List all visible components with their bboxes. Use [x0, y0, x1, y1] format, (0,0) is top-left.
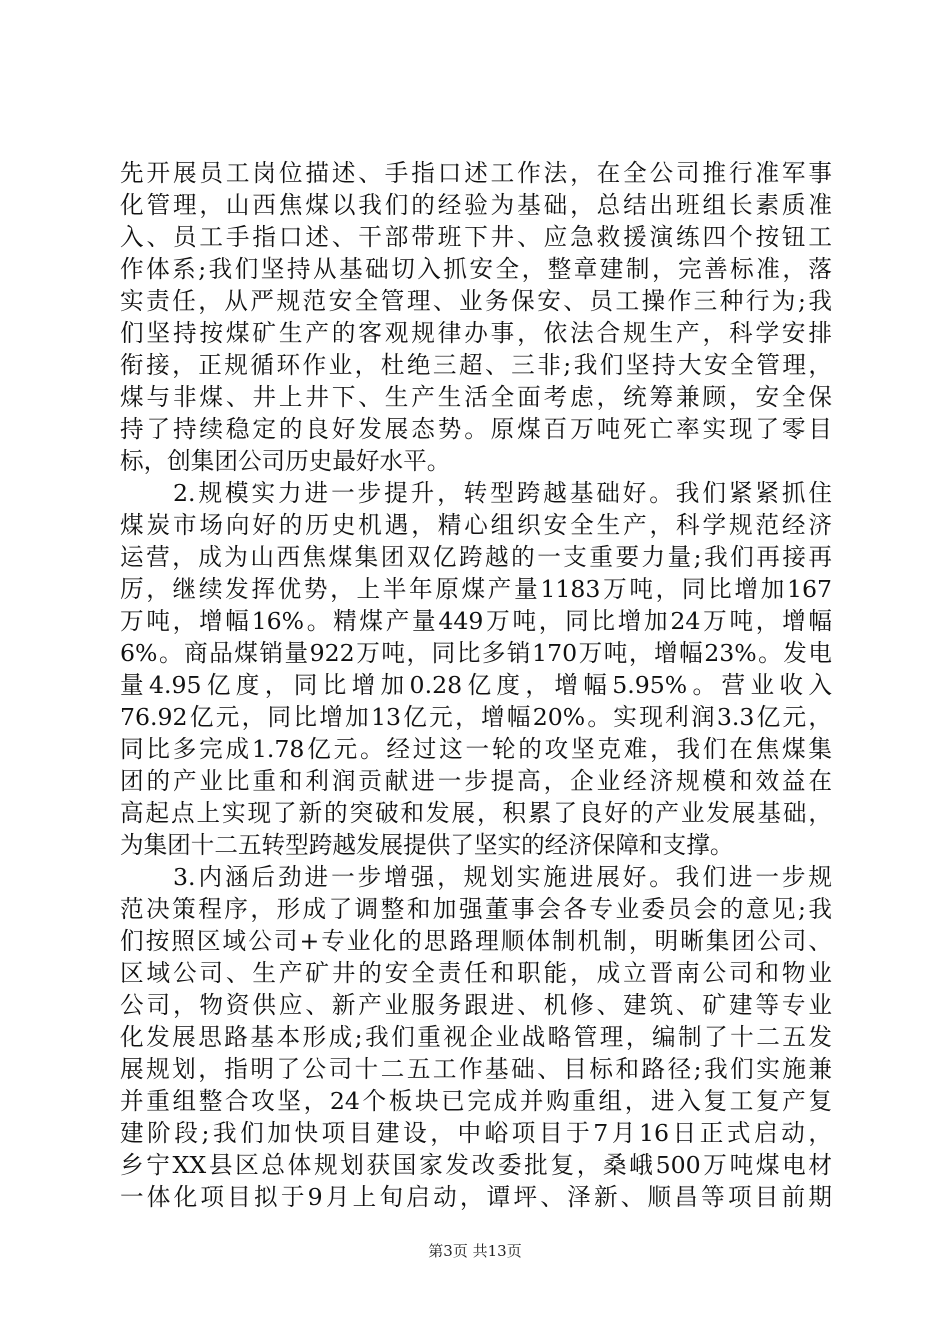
body-line: 化管理，山西焦煤以我们的经验为基础，总结出班组长素质准: [120, 191, 832, 219]
body-line: 们坚持按煤矿生产的客观规律办事，依法合规生产，科学安排: [120, 319, 832, 347]
body-line: 实责任，从严规范安全管理、业务保安、员工操作三种行为;我: [120, 287, 832, 315]
body-line: 衔接，正规循环作业，杜绝三超、三非;我们坚持大安全管理，: [120, 351, 832, 379]
body-line: 并重组整合攻坚，24个板块已完成并购重组，进入复工复产复: [120, 1087, 832, 1115]
body-line: 6%。商品煤销量922万吨，同比多销170万吨，增幅23%。发电: [120, 639, 832, 667]
body-line: 乡宁XX县区总体规划获国家发改委批复，桑峨500万吨煤电材: [120, 1151, 832, 1179]
body-line: 万吨，增幅16%。精煤产量449万吨，同比增加24万吨，增幅: [120, 607, 832, 635]
body-line: 化发展思路基本形成;我们重视企业战略管理，编制了十二五发: [120, 1023, 832, 1051]
body-line: 76.92亿元，同比增加13亿元，增幅20%。实现利润3.3亿元，: [120, 703, 832, 731]
body-line: 2.规模实力进一步提升，转型跨越基础好。我们紧紧抓住: [120, 479, 832, 507]
body-line: 一体化项目拟于9月上旬启动，谭坪、泽新、顺昌等项目前期: [120, 1183, 832, 1211]
page-footer: 第3页 共13页: [428, 1242, 522, 1260]
body-line: 高起点上实现了新的突破和发展，积累了良好的产业发展基础，: [120, 799, 832, 827]
body-line: 标，创集团公司历史最好水平。: [120, 447, 451, 475]
body-line: 煤与非煤、井上井下、生产生活全面考虑，统筹兼顾，安全保: [120, 383, 832, 411]
body-line: 持了持续稳定的良好发展态势。原煤百万吨死亡率实现了零目: [120, 415, 832, 443]
body-line: 区域公司、生产矿井的安全责任和职能，成立晋南公司和物业: [120, 959, 832, 987]
body-line: 运营，成为山西焦煤集团双亿跨越的一支重要力量;我们再接再: [120, 543, 832, 571]
body-line: 范决策程序，形成了调整和加强董事会各专业委员会的意见;我: [120, 895, 832, 923]
body-line: 量4.95亿度，同比增加0.28亿度，增幅5.95%。营业收入: [120, 671, 832, 699]
body-line: 团的产业比重和利润贡献进一步提高，企业经济规模和效益在: [120, 767, 832, 795]
body-line: 公司，物资供应、新产业服务跟进、机修、建筑、矿建等专业: [120, 991, 832, 1019]
body-line: 同比多完成1.78亿元。经过这一轮的攻坚克难，我们在焦煤集: [120, 735, 832, 763]
document-body: [120, 157, 832, 1213]
body-line: 建阶段;我们加快项目建设，中峪项目于7月16日正式启动，: [120, 1119, 832, 1147]
body-line: 作体系;我们坚持从基础切入抓安全，整章建制，完善标准，落: [120, 255, 832, 283]
body-line: 们按照区域公司+专业化的思路理顺体制机制，明晰集团公司、: [120, 927, 832, 955]
body-line: 入、员工手指口述、干部带班下井、应急救援演练四个按钮工: [120, 223, 832, 251]
body-line: 厉，继续发挥优势，上半年原煤产量1183万吨，同比增加167: [120, 575, 832, 603]
body-line: 为集团十二五转型跨越发展提供了坚实的经济保障和支撑。: [120, 831, 734, 859]
body-line: 先开展员工岗位描述、手指口述工作法，在全公司推行准军事: [120, 159, 832, 187]
body-line: 3.内涵后劲进一步增强，规划实施进展好。我们进一步规: [120, 863, 832, 891]
body-line: 展规划，指明了公司十二五工作基础、目标和路径;我们实施兼: [120, 1055, 832, 1083]
body-line: 煤炭市场向好的历史机遇，精心组织安全生产，科学规范经济: [120, 511, 832, 539]
